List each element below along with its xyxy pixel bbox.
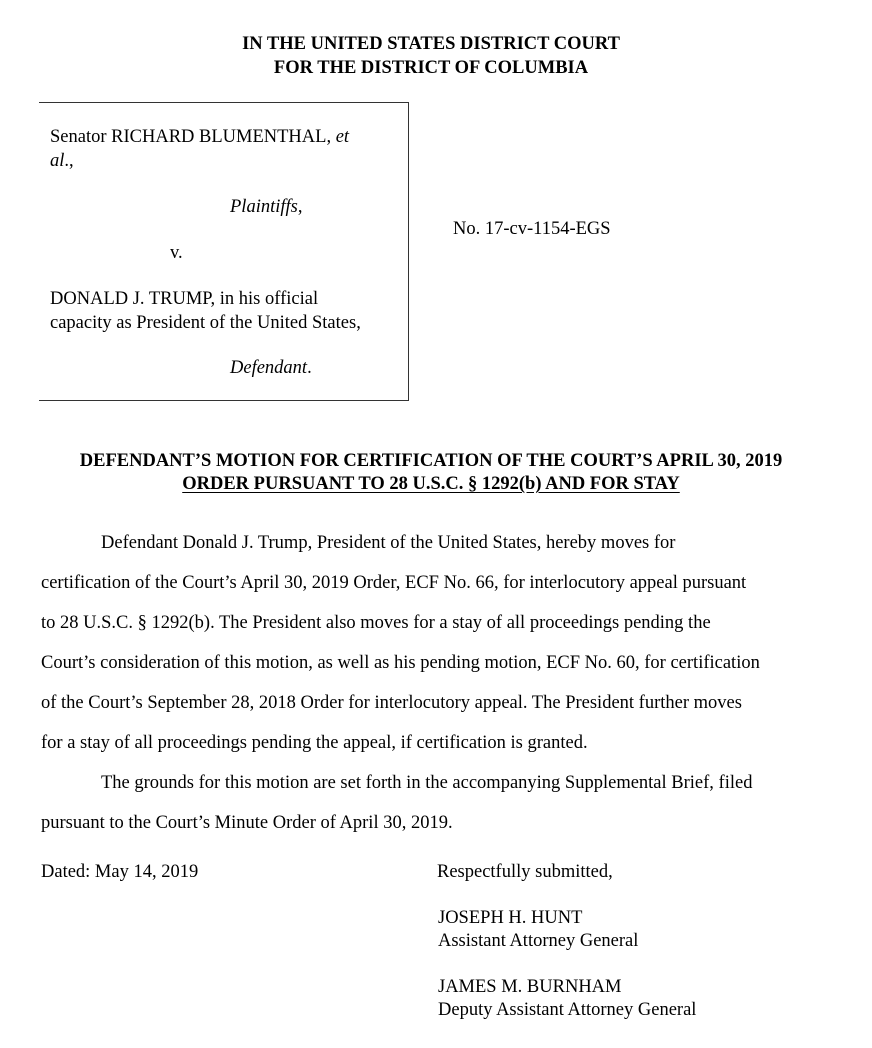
paragraph2-line2: pursuant to the Court’s Minute Order of April 30, 2019. [41,813,453,833]
signer1-name: JOSEPH H. HUNT [438,908,583,928]
motion-title-line1: DEFENDANT’S MOTION FOR CERTIFICATION OF THE COURT’S APRIL 30, 2019 [79,451,783,471]
defendant-label [230,358,312,379]
defendant-line2: capacity as President of the United States, [50,313,361,333]
paragraph2-line1: The grounds for this motion are set forth in the accompanying Supplemental Brief, filed [101,773,753,793]
paragraph1-line4: Court’s consideration of this motion, as well as his pending motion, ECF No. 60, for certification [41,653,760,673]
court-heading-line2: FOR THE DISTRICT OF COLUMBIA [273,58,589,78]
dated-line: Dated: May 14, 2019 [41,862,199,882]
plaintiff-name-text: Senator RICHARD BLUMENTHAL, [50,127,336,147]
motion-title-line2-text: ORDER PURSUANT TO 28 U.S.C. § 1292(b) AND FOR STAY [182,474,680,494]
al-text: al [50,151,65,171]
closing-line: Respectfully submitted, [437,862,613,882]
plaintiffs-label-text: Plaintiffs [230,197,298,217]
et-text: et [335,127,350,147]
versus: v. [170,243,183,263]
signer1-title: Assistant Attorney General [438,931,639,951]
defendant-label-suffix: . [307,358,312,378]
defendant-label-text: Defendant [230,358,308,378]
paragraph1-line1: Defendant Donald J. Trump, President of the United States, hereby moves for [101,533,676,553]
al-suffix: ., [64,151,74,171]
signer2-name: JAMES M. BURNHAM [438,977,622,997]
paragraph1-line6: for a stay of all proceedings pending the appeal, if certification is granted. [41,733,588,753]
paragraph1-line5: of the Court’s September 28, 2018 Order for interlocutory appeal. The President further moves [41,693,742,713]
case-number: No. 17-cv-1154-EGS [453,219,611,239]
signer2-title: Deputy Assistant Attorney General [438,1000,697,1020]
paragraph1-line3: to 28 U.S.C. § 1292(b). The President also moves for a stay of all proceedings pending the [41,613,711,633]
plaintiff-etal [50,151,74,172]
motion-title-line2 [0,474,862,495]
plaintiffs-label [230,197,302,218]
paragraph1-line2: certification of the Court’s April 30, 2019 Order, ECF No. 66, for interlocutory appeal pursuant [41,573,747,593]
plaintiffs-label-suffix: , [297,197,303,217]
defendant-line1: DONALD J. TRUMP, in his official [50,289,319,309]
plaintiff-name [50,127,349,148]
court-heading-line1: IN THE UNITED STATES DISTRICT COURT [242,34,620,54]
